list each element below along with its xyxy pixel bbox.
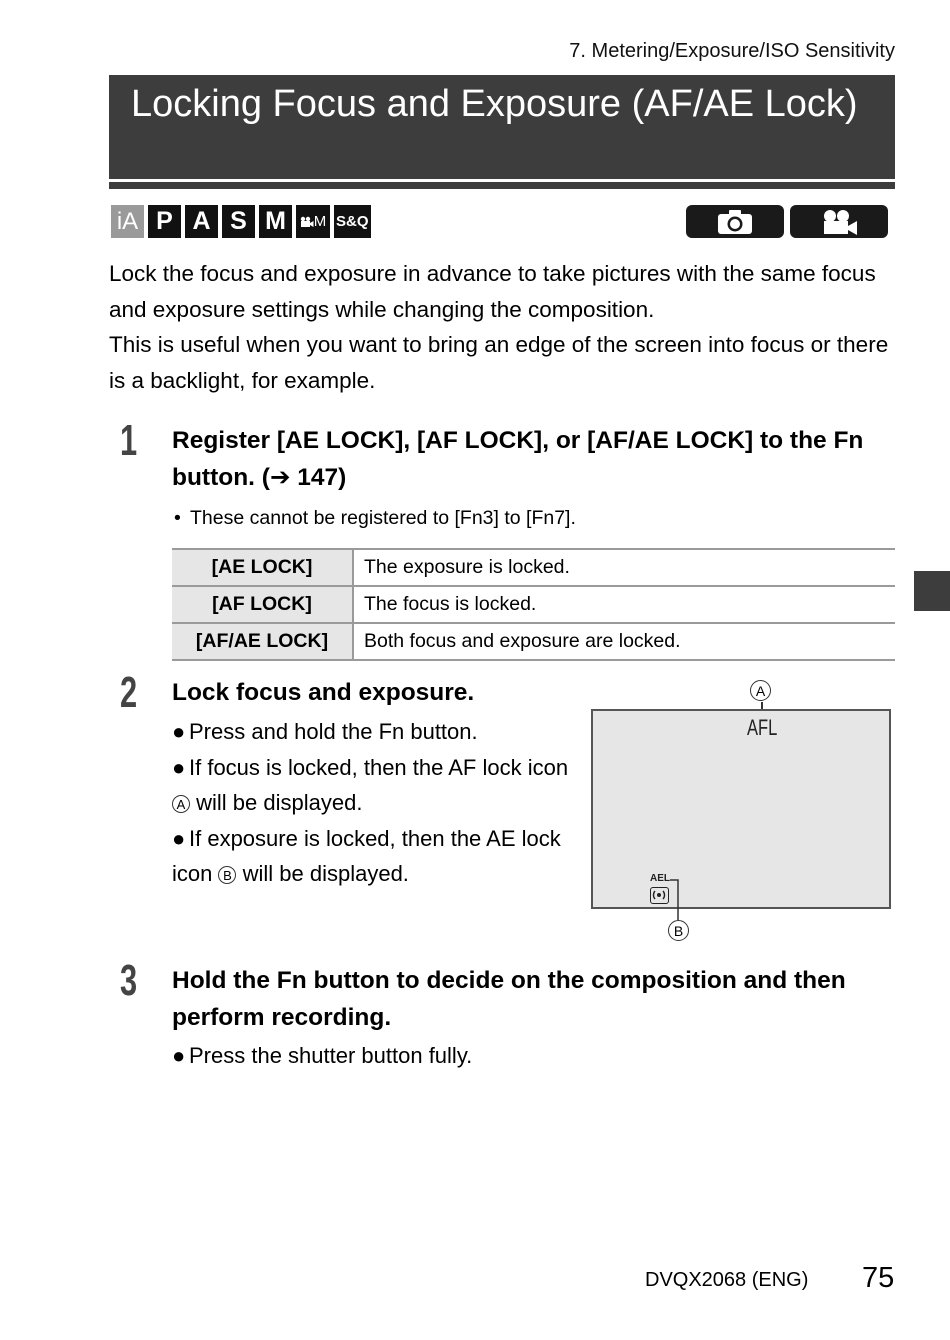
- step-heading: Register [AE LOCK], [AF LOCK], or [AF/AE LOCK] to the Fn button. (➔ 147): [172, 427, 864, 491]
- document-code: DVQX2068 (ENG): [645, 1269, 809, 1291]
- mode-creative-video-icon: M: [296, 205, 330, 238]
- table-row: [172, 586, 895, 623]
- bullet-dot: ●: [172, 754, 186, 780]
- chapter-side-tab: [914, 571, 950, 611]
- movie-camera-small-icon: [300, 216, 314, 228]
- table-value: Both focus and exposure are locked.: [353, 623, 895, 660]
- step-number: 1: [120, 416, 138, 465]
- table-value: The exposure is locked.: [353, 549, 895, 586]
- intro-paragraph: This is useful when you want to bring an edge of the screen into focus or there is a backlight, for example.: [109, 332, 889, 393]
- list-item: ● Press and hold the Fn button.: [172, 714, 572, 750]
- chapter-header: 7. Metering/Exposure/ISO Sensitivity: [569, 40, 895, 62]
- table-key: [AF/AE LOCK]: [172, 623, 353, 660]
- mode-p-icon: P: [148, 205, 181, 238]
- recording-type-icons: [686, 205, 888, 238]
- note-bullet: •: [174, 507, 181, 529]
- mode-sq-icon: S&Q: [334, 205, 371, 238]
- page-number: 75: [862, 1262, 895, 1294]
- list-item: ● If exposure is locked, then the AE lock icon B will be displayed.: [172, 821, 572, 892]
- step-heading: Lock focus and exposure.: [172, 679, 475, 706]
- video-camera-icon: [790, 205, 888, 238]
- lock-settings-table: [172, 548, 895, 661]
- ael-label: AEL: [650, 873, 670, 884]
- afl-icon: AFL: [747, 715, 778, 740]
- intro-paragraph: Lock the focus and exposure in advance to take pictures with the same focus and exposure settings while changing the composition.: [109, 261, 876, 322]
- page-title: Locking Focus and Exposure (AF/AE Lock): [131, 83, 858, 125]
- table-key: [AE LOCK]: [172, 549, 353, 586]
- mode-ia-icon: iA: [111, 205, 144, 238]
- step-number: 3: [120, 956, 138, 1005]
- title-underline: [109, 182, 895, 189]
- callout-a-marker: A: [750, 680, 771, 701]
- title-bar: [109, 75, 895, 179]
- mode-s-icon: S: [222, 205, 255, 238]
- mode-icons: [111, 205, 371, 239]
- table-row: [172, 549, 895, 586]
- list-item: ● Press the shutter button fully.: [172, 1038, 472, 1074]
- table-key: [AF LOCK]: [172, 586, 353, 623]
- camera-screen-diagram: [591, 709, 891, 909]
- callout-a-icon: A: [172, 795, 190, 813]
- list-item: ● If focus is locked, then the AF lock icon A will be displayed.: [172, 750, 572, 821]
- intro-text: [109, 256, 899, 398]
- callout-b-leader: [660, 875, 690, 925]
- bullet-dot: ●: [172, 719, 186, 744]
- mode-a-icon: A: [185, 205, 218, 238]
- table-value: The focus is locked.: [353, 586, 895, 623]
- step-number: 2: [120, 668, 138, 717]
- step-bullets: [172, 1038, 472, 1074]
- step-heading: Hold the Fn button to decide on the composition and then perform recording.: [172, 967, 846, 1031]
- table-row: [172, 623, 895, 660]
- camera-icon: [686, 205, 784, 238]
- step-note: • These cannot be registered to [Fn3] to [Fn7].: [174, 507, 576, 529]
- bullet-dot: ●: [172, 1043, 186, 1068]
- step-bullets: [172, 714, 572, 892]
- callout-b-marker: B: [668, 920, 689, 941]
- callout-b-icon: B: [218, 866, 236, 884]
- bullet-dot: ●: [172, 825, 186, 851]
- mode-m-icon: M: [259, 205, 292, 238]
